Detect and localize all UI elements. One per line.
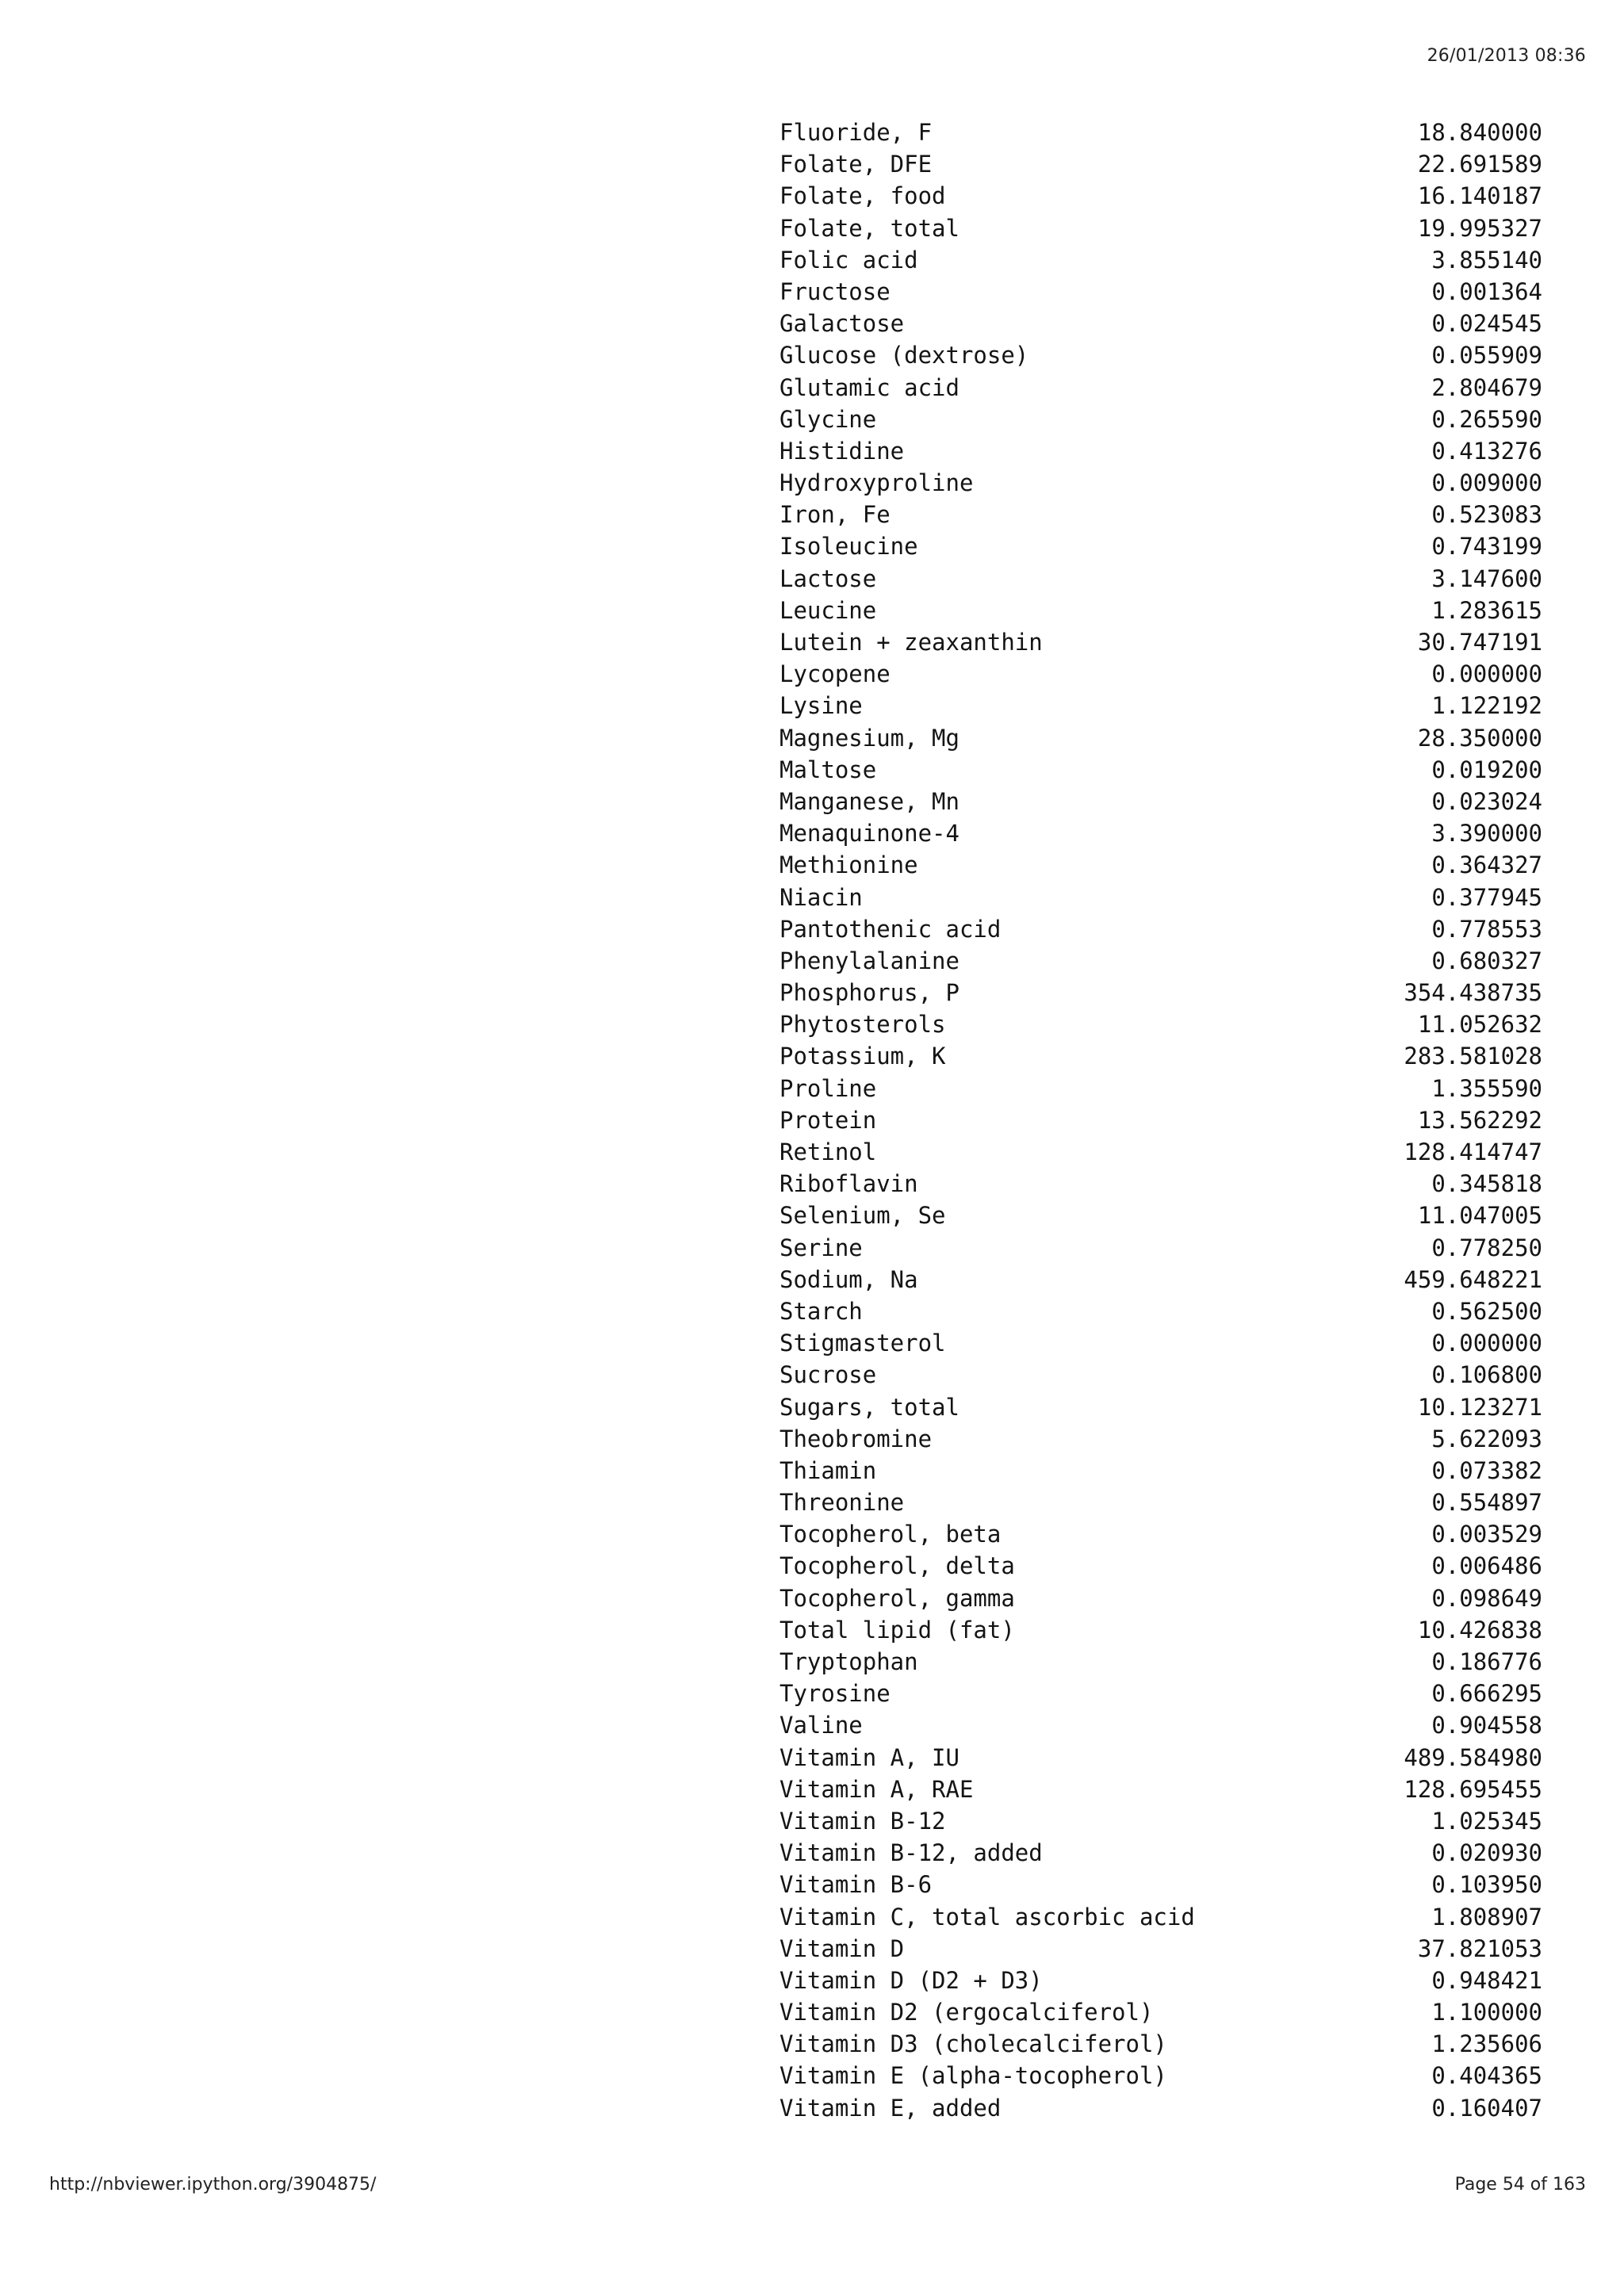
nutrient-name: Menaquinone-4 bbox=[779, 820, 959, 848]
nutrient-name: Vitamin A, RAE bbox=[779, 1775, 974, 1803]
table-row bbox=[779, 180, 1542, 212]
table-row bbox=[779, 276, 1542, 308]
nutrient-name: Valine bbox=[779, 1712, 863, 1739]
nutrient-value: 1.235606 bbox=[1431, 2030, 1542, 2058]
table-row bbox=[779, 1550, 1542, 1582]
table-row bbox=[779, 212, 1542, 244]
table-row bbox=[779, 882, 1542, 913]
nutrient-value: 0.006486 bbox=[1431, 1552, 1542, 1580]
nutrient-value: 0.364327 bbox=[1431, 851, 1542, 879]
nutrient-value: 2.804679 bbox=[1431, 373, 1542, 401]
table-row bbox=[779, 1168, 1542, 1200]
nutrient-value: 0.003529 bbox=[1431, 1521, 1542, 1548]
nutrient-name: Methionine bbox=[779, 851, 918, 879]
table-row bbox=[779, 1965, 1542, 1996]
nutrient-name: Vitamin D bbox=[779, 1934, 905, 1962]
nutrient-name: Vitamin B-6 bbox=[779, 1871, 933, 1899]
nutrient-value: 22.691589 bbox=[1417, 151, 1542, 178]
table-row bbox=[779, 2028, 1542, 2060]
nutrient-value: 0.023024 bbox=[1431, 787, 1542, 815]
nutrient-value: 10.426838 bbox=[1417, 1616, 1542, 1644]
nutrient-name: Folic acid bbox=[779, 246, 918, 274]
table-row bbox=[779, 1837, 1542, 1869]
table-row bbox=[779, 690, 1542, 721]
nutrient-name: Iron, Fe bbox=[779, 501, 891, 529]
nutrient-value: 0.404365 bbox=[1431, 2062, 1542, 2090]
nutrient-value: 0.743199 bbox=[1431, 533, 1542, 561]
nutrient-name: Phosphorus, P bbox=[779, 979, 959, 1007]
nutrient-name: Riboflavin bbox=[779, 1170, 918, 1198]
table-row bbox=[779, 530, 1542, 562]
nutrient-name: Proline bbox=[779, 1074, 877, 1102]
table-row bbox=[779, 117, 1542, 148]
table-row bbox=[779, 1232, 1542, 1264]
nutrient-value: 0.666295 bbox=[1431, 1680, 1542, 1708]
nutrient-value: 3.855140 bbox=[1431, 246, 1542, 274]
table-row bbox=[779, 1423, 1542, 1455]
table-row bbox=[779, 435, 1542, 467]
nutrient-value: 0.000000 bbox=[1431, 660, 1542, 688]
nutrient-name: Phenylalanine bbox=[779, 947, 959, 974]
nutrient-value: 18.840000 bbox=[1417, 119, 1542, 146]
nutrient-name: Glycine bbox=[779, 405, 877, 433]
table-row bbox=[779, 1933, 1542, 1965]
nutrient-name: Vitamin B-12 bbox=[779, 1807, 946, 1835]
nutrient-value: 0.106800 bbox=[1431, 1361, 1542, 1389]
table-row bbox=[779, 722, 1542, 754]
nutrient-name: Fluoride, F bbox=[779, 119, 933, 146]
nutrient-name: Serine bbox=[779, 1234, 863, 1261]
table-row bbox=[779, 1678, 1542, 1709]
nutrient-value: 0.948421 bbox=[1431, 1966, 1542, 1994]
table-row bbox=[779, 563, 1542, 595]
nutrient-value: 0.073382 bbox=[1431, 1456, 1542, 1484]
table-row bbox=[779, 1614, 1542, 1646]
table-row bbox=[779, 2092, 1542, 2124]
nutrient-name: Hydroxyproline bbox=[779, 469, 974, 497]
nutrient-value: 283.581028 bbox=[1404, 1043, 1542, 1070]
table-row bbox=[779, 913, 1542, 945]
nutrient-value: 0.554897 bbox=[1431, 1489, 1542, 1517]
table-row bbox=[779, 1391, 1542, 1423]
table-row bbox=[779, 1805, 1542, 1837]
table-row bbox=[779, 1487, 1542, 1518]
nutrient-name: Vitamin C, total ascorbic acid bbox=[779, 1903, 1195, 1931]
nutrient-value: 0.024545 bbox=[1431, 310, 1542, 338]
nutrient-value: 459.648221 bbox=[1404, 1265, 1542, 1293]
table-row bbox=[779, 1646, 1542, 1678]
nutrient-value: 1.122192 bbox=[1431, 692, 1542, 720]
nutrient-value: 30.747191 bbox=[1417, 629, 1542, 656]
table-row bbox=[779, 658, 1542, 690]
nutrient-name: Lysine bbox=[779, 692, 863, 720]
print-timestamp: 26/01/2013 08:36 bbox=[1427, 46, 1586, 66]
nutrient-name: Tocopherol, beta bbox=[779, 1521, 1002, 1548]
nutrient-value: 1.808907 bbox=[1431, 1903, 1542, 1931]
table-row bbox=[779, 308, 1542, 339]
table-row bbox=[779, 404, 1542, 435]
nutrient-value: 0.680327 bbox=[1431, 947, 1542, 974]
nutrient-value: 0.413276 bbox=[1431, 437, 1542, 465]
table-row bbox=[779, 1901, 1542, 1933]
nutrient-name: Leucine bbox=[779, 596, 877, 624]
table-row bbox=[779, 786, 1542, 817]
nutrient-value: 1.025345 bbox=[1431, 1807, 1542, 1835]
table-row bbox=[779, 1008, 1542, 1040]
nutrient-name: Vitamin E, added bbox=[779, 2094, 1002, 2122]
nutrient-value: 0.009000 bbox=[1431, 469, 1542, 497]
nutrient-value: 28.350000 bbox=[1417, 724, 1542, 752]
nutrient-name: Thiamin bbox=[779, 1456, 877, 1484]
nutrient-value: 10.123271 bbox=[1417, 1393, 1542, 1421]
nutrient-name: Vitamin A, IU bbox=[779, 1743, 959, 1771]
table-row bbox=[779, 1455, 1542, 1487]
nutrient-value: 37.821053 bbox=[1417, 1934, 1542, 1962]
table-row bbox=[779, 1104, 1542, 1136]
nutrient-name: Pantothenic acid bbox=[779, 915, 1002, 943]
table-row bbox=[779, 595, 1542, 626]
table-row bbox=[779, 499, 1542, 530]
nutrient-value: 0.345818 bbox=[1431, 1170, 1542, 1198]
nutrient-value: 0.019200 bbox=[1431, 756, 1542, 783]
nutrient-name: Theobromine bbox=[779, 1425, 933, 1452]
nutrient-value: 1.100000 bbox=[1431, 1999, 1542, 2026]
nutrient-value: 0.778553 bbox=[1431, 915, 1542, 943]
nutrient-value: 11.052632 bbox=[1417, 1011, 1542, 1039]
table-row bbox=[779, 754, 1542, 786]
table-row bbox=[779, 1327, 1542, 1359]
nutrient-name: Histidine bbox=[779, 437, 905, 465]
nutrient-name: Manganese, Mn bbox=[779, 787, 959, 815]
nutrient-value: 0.160407 bbox=[1431, 2094, 1542, 2122]
nutrient-value: 0.377945 bbox=[1431, 883, 1542, 911]
nutrient-value: 0.001364 bbox=[1431, 277, 1542, 305]
nutrient-value: 0.523083 bbox=[1431, 501, 1542, 529]
nutrient-value: 0.778250 bbox=[1431, 1234, 1542, 1261]
table-row bbox=[779, 1040, 1542, 1072]
table-row bbox=[779, 1742, 1542, 1774]
nutrient-value: 1.355590 bbox=[1431, 1074, 1542, 1102]
table-row bbox=[779, 1518, 1542, 1550]
table-row bbox=[779, 1264, 1542, 1295]
nutrient-value: 0.103950 bbox=[1431, 1871, 1542, 1899]
nutrient-name: Phytosterols bbox=[779, 1011, 946, 1039]
nutrient-value: 128.695455 bbox=[1404, 1775, 1542, 1803]
nutrient-value: 19.995327 bbox=[1417, 214, 1542, 242]
nutrient-name: Tyrosine bbox=[779, 1680, 891, 1708]
table-row bbox=[779, 626, 1542, 658]
nutrient-name: Sodium, Na bbox=[779, 1265, 918, 1293]
nutrient-value: 0.020930 bbox=[1431, 1839, 1542, 1867]
table-row bbox=[779, 2060, 1542, 2091]
nutrient-value: 0.000000 bbox=[1431, 1330, 1542, 1357]
nutrient-name: Potassium, K bbox=[779, 1043, 946, 1070]
nutrient-table bbox=[779, 117, 1542, 2124]
nutrient-value: 16.140187 bbox=[1417, 182, 1542, 210]
nutrient-name: Maltose bbox=[779, 756, 877, 783]
nutrient-value: 0.098649 bbox=[1431, 1584, 1542, 1612]
nutrient-name: Folate, total bbox=[779, 214, 959, 242]
nutrient-value: 1.283615 bbox=[1431, 596, 1542, 624]
table-row bbox=[779, 1200, 1542, 1231]
nutrient-name: Protein bbox=[779, 1106, 877, 1134]
nutrient-name: Glutamic acid bbox=[779, 373, 959, 401]
nutrient-value: 0.265590 bbox=[1431, 405, 1542, 433]
table-row bbox=[779, 467, 1542, 499]
table-row bbox=[779, 977, 1542, 1008]
table-row bbox=[779, 849, 1542, 881]
footer-url: http://nbviewer.ipython.org/3904875/ bbox=[49, 2175, 377, 2195]
table-row bbox=[779, 1709, 1542, 1741]
nutrient-name: Folate, food bbox=[779, 182, 946, 210]
nutrient-name: Vitamin E (alpha-tocopherol) bbox=[779, 2062, 1167, 2090]
nutrient-name: Vitamin D3 (cholecalciferol) bbox=[779, 2030, 1167, 2058]
nutrient-value: 0.904558 bbox=[1431, 1712, 1542, 1739]
nutrient-name: Tryptophan bbox=[779, 1648, 918, 1675]
table-row bbox=[779, 244, 1542, 276]
nutrient-name: Tocopherol, gamma bbox=[779, 1584, 1015, 1612]
table-row bbox=[779, 1073, 1542, 1104]
nutrient-name: Stigmasterol bbox=[779, 1330, 946, 1357]
nutrient-name: Magnesium, Mg bbox=[779, 724, 959, 752]
nutrient-name: Lutein + zeaxanthin bbox=[779, 629, 1043, 656]
nutrient-value: 0.186776 bbox=[1431, 1648, 1542, 1675]
nutrient-value: 5.622093 bbox=[1431, 1425, 1542, 1452]
nutrient-value: 3.390000 bbox=[1431, 820, 1542, 848]
nutrient-name: Glucose (dextrose) bbox=[779, 342, 1029, 369]
table-row bbox=[779, 148, 1542, 180]
nutrient-value: 3.147600 bbox=[1431, 564, 1542, 592]
table-row bbox=[779, 817, 1542, 849]
table-row bbox=[779, 1996, 1542, 2028]
nutrient-name: Tocopherol, delta bbox=[779, 1552, 1015, 1580]
nutrient-name: Folate, DFE bbox=[779, 151, 933, 178]
page-number: Page 54 of 163 bbox=[1454, 2175, 1586, 2195]
nutrient-name: Starch bbox=[779, 1297, 863, 1325]
table-row bbox=[779, 1359, 1542, 1391]
table-row bbox=[779, 372, 1542, 404]
nutrient-name: Niacin bbox=[779, 883, 863, 911]
nutrient-name: Vitamin B-12, added bbox=[779, 1839, 1043, 1867]
table-row bbox=[779, 1582, 1542, 1614]
nutrient-value: 354.438735 bbox=[1404, 979, 1542, 1007]
nutrient-name: Lycopene bbox=[779, 660, 891, 688]
table-row bbox=[779, 1295, 1542, 1327]
table-row bbox=[779, 1136, 1542, 1168]
nutrient-value: 11.047005 bbox=[1417, 1202, 1542, 1230]
nutrient-value: 128.414747 bbox=[1404, 1138, 1542, 1165]
table-row bbox=[779, 945, 1542, 977]
nutrient-name: Vitamin D (D2 + D3) bbox=[779, 1966, 1043, 1994]
table-row bbox=[779, 1869, 1542, 1900]
nutrient-name: Sucrose bbox=[779, 1361, 877, 1389]
nutrient-name: Selenium, Se bbox=[779, 1202, 946, 1230]
table-row bbox=[779, 1774, 1542, 1805]
nutrient-name: Vitamin D2 (ergocalciferol) bbox=[779, 1999, 1154, 2026]
nutrient-value: 489.584980 bbox=[1404, 1743, 1542, 1771]
nutrient-name: Galactose bbox=[779, 310, 905, 338]
nutrient-name: Lactose bbox=[779, 564, 877, 592]
table-row bbox=[779, 339, 1542, 371]
nutrient-name: Threonine bbox=[779, 1489, 905, 1517]
nutrient-value: 0.055909 bbox=[1431, 342, 1542, 369]
nutrient-name: Isoleucine bbox=[779, 533, 918, 561]
nutrient-value: 13.562292 bbox=[1417, 1106, 1542, 1134]
nutrient-name: Sugars, total bbox=[779, 1393, 959, 1421]
nutrient-name: Total lipid (fat) bbox=[779, 1616, 1015, 1644]
nutrient-value: 0.562500 bbox=[1431, 1297, 1542, 1325]
nutrient-name: Fructose bbox=[779, 277, 891, 305]
nutrient-name: Retinol bbox=[779, 1138, 877, 1165]
